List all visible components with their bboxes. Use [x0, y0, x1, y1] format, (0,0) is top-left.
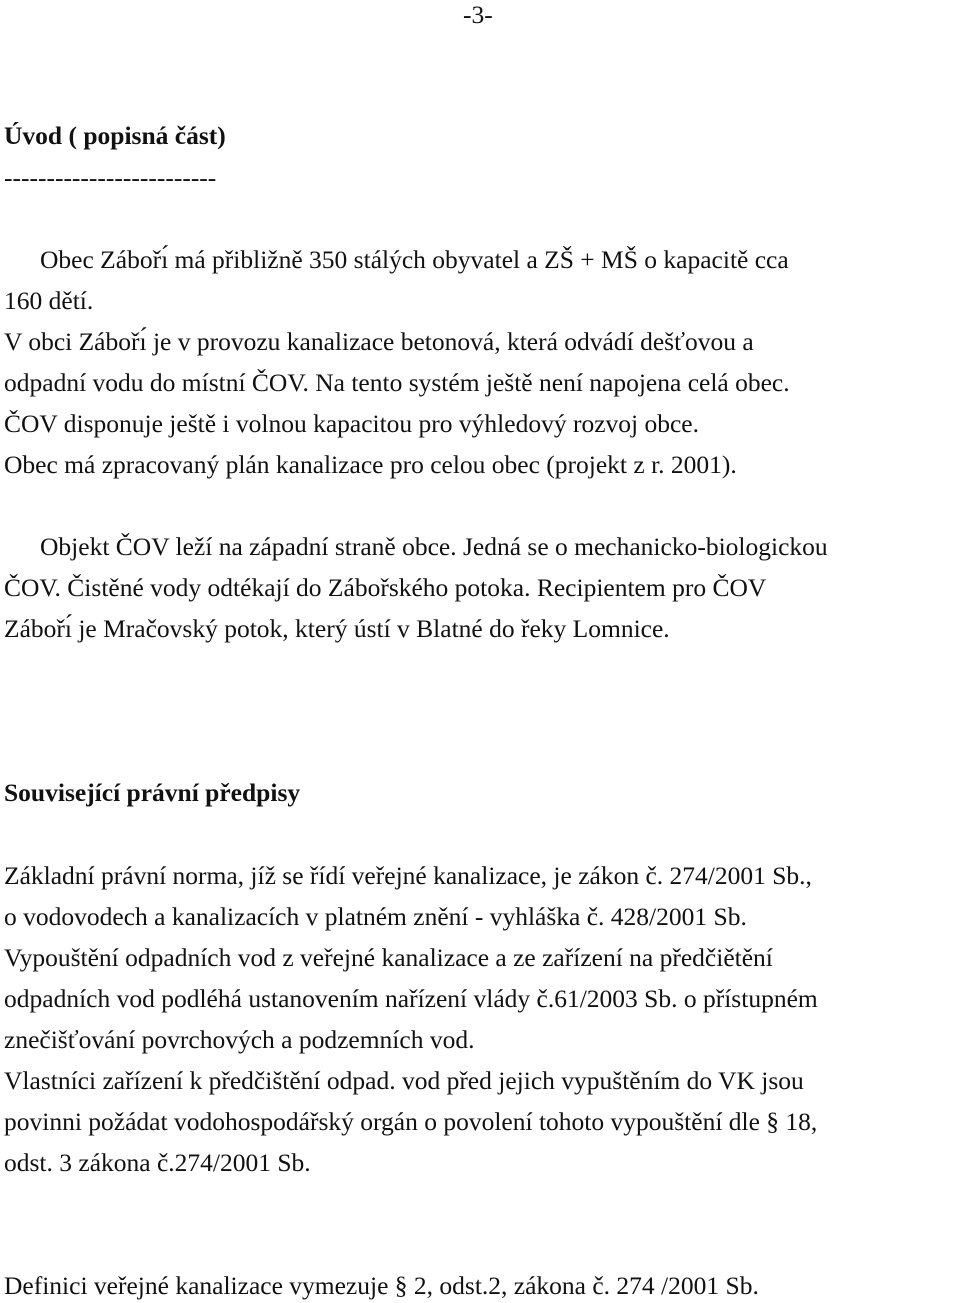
paragraph-line: Obec Zábořı́ má přibližně 350 stálých obyvatel a ZŠ + MŠ o kapacitě cca: [40, 245, 789, 274]
paragraph-line: 160 dětí.: [4, 286, 94, 315]
paragraph-line: o vodovodech a kanalizacích v platném znění - vyhláška č. 428/2001 Sb.: [4, 902, 747, 931]
paragraph-line: odst. 3 zákona č.274/2001 Sb.: [4, 1148, 311, 1177]
paragraph-line: Zábořı́ je Mračovský potok, který ústí v Blatné do řeky Lomnice.: [4, 614, 670, 643]
section-heading-legal: Související právní předpisy: [4, 778, 301, 807]
paragraph-line: odpadních vod podléhá ustanovením nařízení vlády č.61/2003 Sb. o přístupném: [4, 984, 818, 1013]
paragraph-line: Objekt ČOV leží na západní straně obce. Jedná se o mechanicko-biologickou: [40, 532, 828, 561]
paragraph-line: V obci Zábořı́ je v provozu kanalizace betonová, která odvádí dešťovou a: [4, 327, 754, 356]
heading-underline: -------------------------: [4, 163, 217, 192]
page-number: -3-: [463, 0, 493, 29]
paragraph-line: Definici veřejné kanalizace vymezuje § 2, odst.2, zákona č. 274 /2001 Sb.: [4, 1271, 759, 1300]
paragraph-line: ČOV disponuje ještě i volnou kapacitou pro výhledový rozvoj obce.: [4, 409, 699, 438]
paragraph-line: Obec má zpracovaný plán kanalizace pro celou obec (projekt z r. 2001).: [4, 450, 737, 479]
paragraph-line: Vypouštění odpadních vod z veřejné kanalizace a ze zařízení na předčiětění: [4, 943, 773, 972]
paragraph-line: ČOV. Čistěné vody odtékají do Zábořského potoka. Recipientem pro ČOV: [4, 573, 767, 602]
paragraph-line: Základní právní norma, jíž se řídí veřejné kanalizace, je zákon č. 274/2001 Sb.,: [4, 861, 812, 890]
paragraph-line: povinni požádat vodohospodářský orgán o povolení tohoto vypouštění dle § 18,: [4, 1107, 818, 1136]
paragraph-line: znečišťování povrchových a podzemních vod.: [4, 1025, 475, 1054]
section-heading-intro: Úvod ( popisná část): [4, 121, 226, 150]
paragraph-line: Vlastníci zařízení k předčištění odpad. vod před jejich vypuštěním do VK jsou: [4, 1066, 804, 1095]
paragraph-line: odpadní vodu do místní ČOV. Na tento systém ještě není napojena celá obec.: [4, 368, 790, 397]
